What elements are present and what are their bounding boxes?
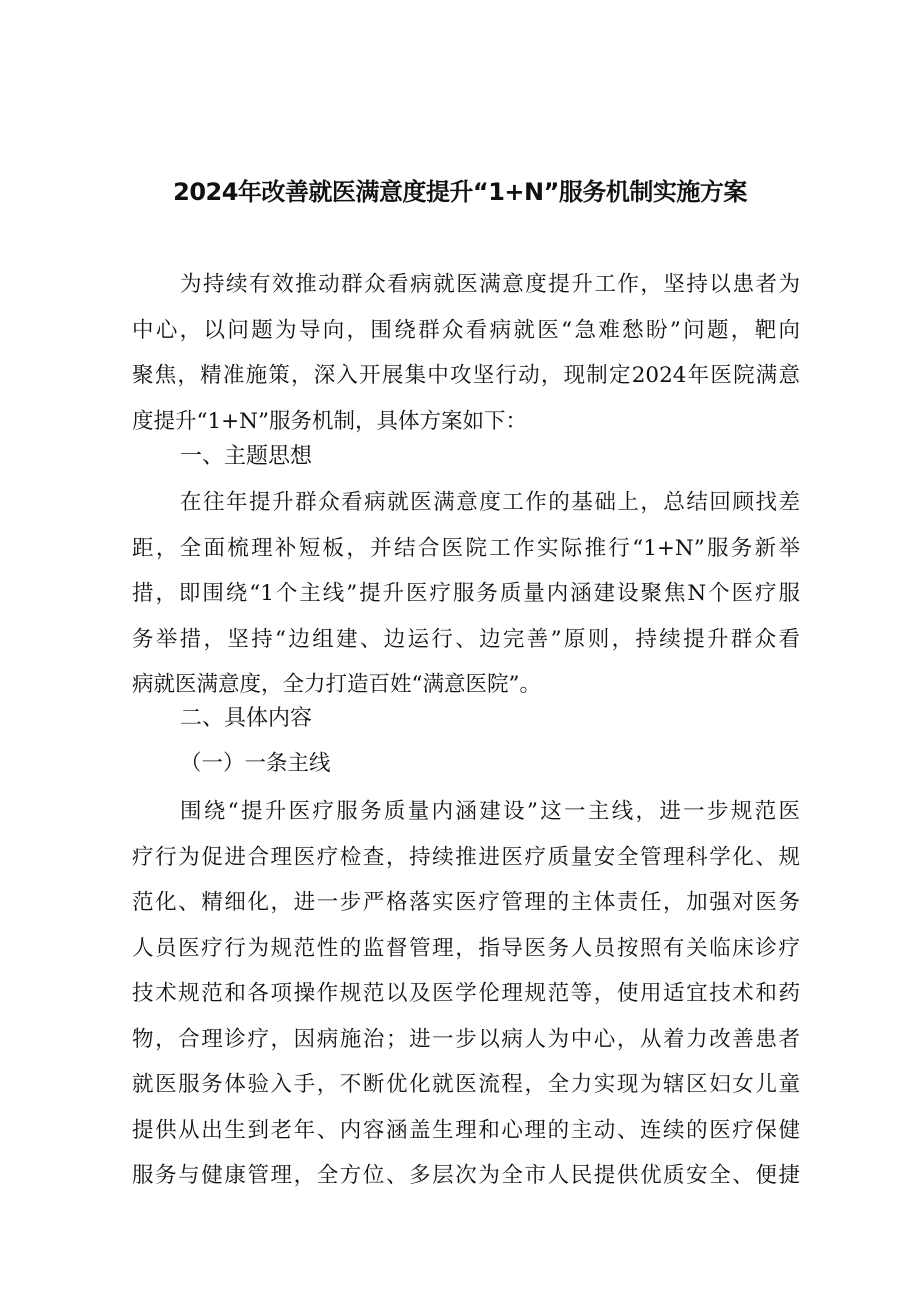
paragraph-line: 范化、精细化，进一步严格落实医疗管理的主体责任，加强对医务 [132,890,800,915]
intro-paragraph [132,262,800,444]
paragraph-line: 中心，以问题为导向，围绕群众看病就医“急难愁盼”问题，靶向 [132,317,800,343]
section1-paragraph [132,480,800,708]
paragraph-line: 度提升“1+N”服务机制，具体方案如下： [132,408,527,434]
subsection-heading-main-line: （一）一条主线 [180,751,331,776]
paragraph-line: 务举措，坚持“边组建、边运行、边完善”原则，持续提升群众看 [132,626,800,652]
section-heading-theme: 一、主题思想 [180,444,313,469]
paragraph-line: 在往年提升群众看病就医满意度工作的基础上，总结回顾找差 [180,490,800,515]
section2-paragraph [132,789,800,1199]
paragraph-line: 聚焦，精准施策，深入开展集中攻坚行动，现制定2024年医院满意 [132,363,800,388]
paragraph-line: 为持续有效推动群众看病就医满意度提升工作，坚持以患者为 [180,272,800,297]
paragraph-line: 提供从出生到老年、内容涵盖生理和心理的主动、连续的医疗保健 [132,1117,800,1143]
paragraph-line: 疗行为促进合理医疗检查，持续推进医疗质量安全管理科学化、规 [132,844,800,870]
paragraph-line: 就医服务体验入手，不断优化就医流程，全力实现为辖区妇女儿童 [132,1072,800,1097]
paragraph-line: 距，全面梳理补短板，并结合医院工作实际推行“1+N”服务新举 [132,535,800,561]
document-title: 2024年改善就医满意度提升“1+N”服务机制实施方案 [173,178,747,206]
paragraph-line: 病就医满意度，全力打造百姓“满意医院”。 [132,672,541,697]
paragraph-line: 技术规范和各项操作规范以及医学伦理规范等，使用适宜技术和药 [132,981,800,1006]
paragraph-line: 人员医疗行为规范性的监督管理，指导医务人员按照有关临床诊疗 [132,935,800,961]
paragraph-line: 物，合理诊疗，因病施治；进一步以病人为中心，从着力改善患者 [132,1026,800,1052]
paragraph-line: 围绕“提升医疗服务质量内涵建设”这一主线，进一步规范医 [180,799,800,824]
section-heading-content: 二、具体内容 [180,706,313,731]
paragraph-line: 服务与健康管理，全方位、多层次为全市人民提供优质安全、便捷 [132,1163,800,1188]
paragraph-line: 措，即围绕“1个主线”提升医疗服务质量内涵建设聚焦N个医疗服 [132,581,800,606]
